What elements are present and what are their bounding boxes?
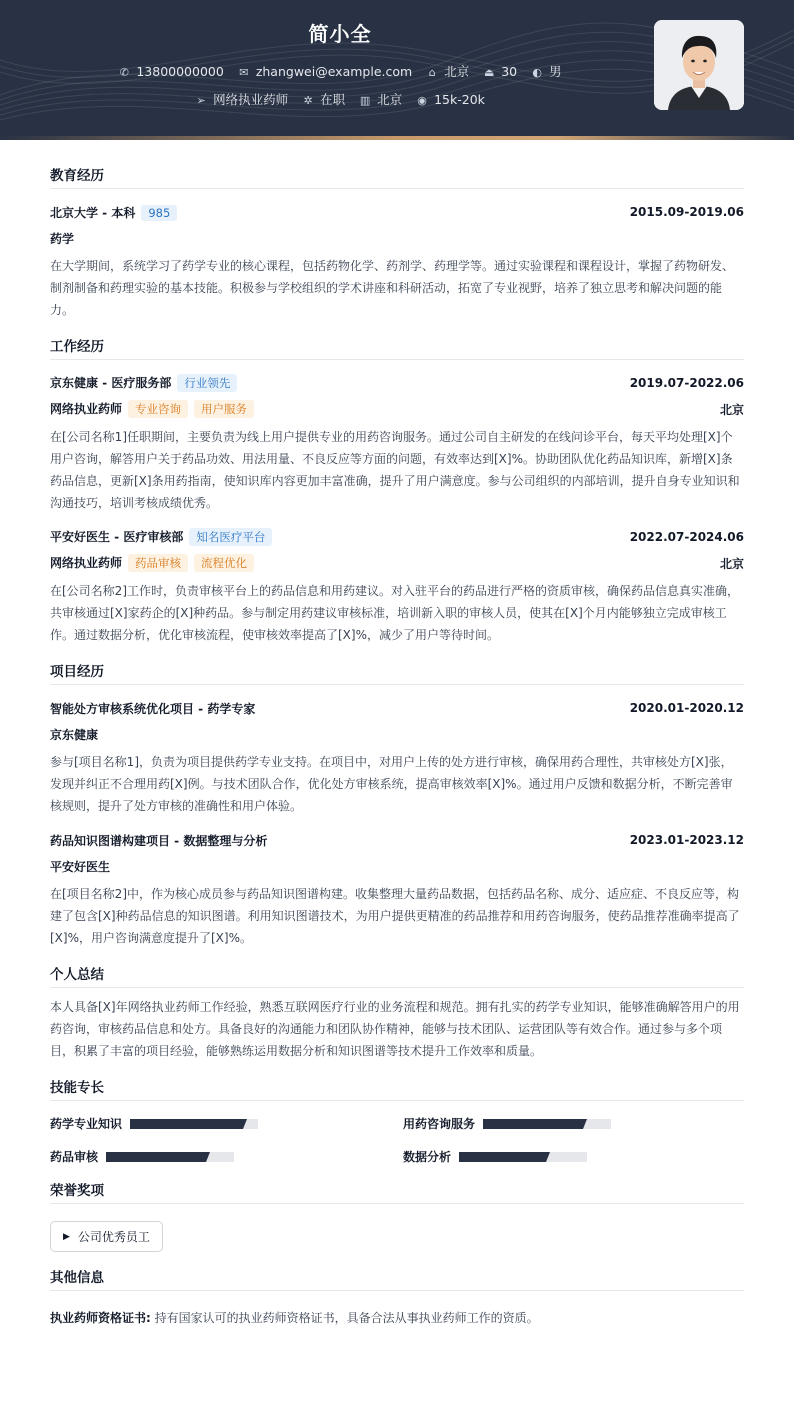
project-name: 药品知识图谱构建项目 - 数据整理与分析 xyxy=(50,833,268,848)
other-info xyxy=(50,1309,744,1326)
project-section xyxy=(50,646,744,949)
info-item xyxy=(416,92,485,107)
skill-bar-track xyxy=(483,1119,611,1129)
gender-icon: ◐ xyxy=(532,66,542,79)
skill-name: 数据分析 xyxy=(403,1150,452,1164)
education-description: 在大学期间，系统学习了药学专业的核心课程，包括药物化学、药剂学、药理学等。通过实验课程和课程设计，掌握了药物研发、制剂制备和药理实验的基本技能。积极参与学校组织的学术讲座和科研活动，拓宽了专业视野，培养了独立思考和解决问题的能力。 xyxy=(50,259,735,317)
project-item xyxy=(50,699,744,817)
contact-info-row xyxy=(0,62,680,80)
awards-section xyxy=(50,1165,744,1252)
section-title: 项目经历 xyxy=(50,646,744,685)
info-text: 网络执业药师 xyxy=(213,92,289,107)
info-item xyxy=(359,90,402,108)
role-tag: 流程优化 xyxy=(194,554,254,572)
section-title: 教育经历 xyxy=(50,150,744,189)
info-text: 30 xyxy=(501,64,518,79)
section-title: 工作经历 xyxy=(50,321,744,360)
info-text: 北京 xyxy=(377,92,403,107)
role-tag: 专业咨询 xyxy=(128,400,188,418)
skills-section xyxy=(50,1062,744,1165)
mail-icon: ✉ xyxy=(239,66,249,79)
info-text: 北京 xyxy=(444,64,470,79)
work-description: 在[公司名称2]工作时，负责审核平台上的药品信息和用药建议。对入驻平台的药品进行严格的资质审核，确保药品信息真实准确，共审核通过[X]家药企的[X]种药品。参与制定用药建议审核标准，培训新入职的审核人员，使其在[X]个月内能够独立完成审核工作。通过数据分析，优化审核流程，使审核效率提高了[X]%，减少了用户等待时间。 xyxy=(50,584,740,642)
work-item xyxy=(50,528,744,646)
work-company-group xyxy=(50,374,237,392)
send-icon: ➢ xyxy=(196,94,206,107)
header-accent-bar xyxy=(0,136,794,140)
role-name: 网络执业药师 xyxy=(50,556,123,570)
info-item xyxy=(195,90,288,108)
info-text: 男 xyxy=(549,64,562,79)
work-location: 北京 xyxy=(719,556,744,571)
skill-bar-fill xyxy=(106,1152,206,1162)
role-group xyxy=(50,400,254,418)
company-tag: 行业领先 xyxy=(177,374,237,392)
resume-header xyxy=(0,0,794,140)
project-org-row xyxy=(50,857,744,875)
major: 药学 xyxy=(50,231,75,246)
salary-icon: ◉ xyxy=(417,94,427,107)
section-title: 其他信息 xyxy=(50,1252,744,1291)
job-info-row xyxy=(0,90,680,108)
work-section xyxy=(50,321,744,646)
info-text: zhangwei@example.com xyxy=(255,64,413,79)
work-role-row xyxy=(50,400,744,418)
summary-description: 本人具备[X]年网络执业药师工作经验，熟悉互联网医疗行业的业务流程和规范。拥有扎实的药学专业知识，能够准确解答用户的用药咨询，审核药品信息和处方。具备良好的沟通能力和团队协作精神，能够与技术团队、运营团队等有效合作。通过参与多个项目，积累了丰富的项目经验，能够熟练运用数据分析和知识图谱等技术提升工作效率和质量。 xyxy=(50,1000,740,1058)
skill-bar-track xyxy=(459,1152,587,1162)
company-tag: 知名医疗平台 xyxy=(189,528,272,546)
info-text: 在职 xyxy=(320,92,346,107)
work-item xyxy=(50,374,744,514)
role-name: 网络执业药师 xyxy=(50,402,123,416)
info-item xyxy=(238,64,412,79)
info-text: 13800000000 xyxy=(136,64,224,79)
project-header-row xyxy=(50,699,744,717)
project-date: 2020.01-2020.12 xyxy=(629,701,744,715)
company-name: 京东健康 - 医疗服务部 xyxy=(50,376,172,390)
certificate-text: 持有国家认可的执业药师资格证书，具备合法从事执业药师工作的资质。 xyxy=(154,1311,539,1325)
summary-section xyxy=(50,949,744,1062)
candidate-name: 简小全 xyxy=(308,22,372,46)
project-description: 在[项目名称2]中，作为核心成员参与药品知识图谱构建。收集整理大量药品数据，包括药品名称、成分、适应症、不良反应等，构建了包含[X]种药品信息的知识图谱。利用知识图谱技术，为用户提供更精准的药品推荐和用药咨询服务，使药品推荐准确率提高了[X]%，用户咨询满意度提升了[X]%。 xyxy=(50,887,740,945)
project-org: 平安好医生 xyxy=(50,859,111,874)
project-item xyxy=(50,831,744,949)
skill-name: 药品审核 xyxy=(50,1150,99,1164)
age-icon: ⏏ xyxy=(484,66,495,79)
skill-bar-track xyxy=(106,1152,234,1162)
resume-body xyxy=(50,150,744,1326)
phone-icon: ✆ xyxy=(119,66,129,79)
project-header-row xyxy=(50,831,744,849)
education-date: 2015.09-2019.06 xyxy=(629,205,744,219)
work-date: 2022.07-2024.06 xyxy=(629,530,744,544)
school-name: 北京大学 - 本科 xyxy=(50,205,136,220)
education-section xyxy=(50,150,744,321)
skill-name: 药学专业知识 xyxy=(50,1117,123,1131)
award-name: 公司优秀员工 xyxy=(77,1230,150,1244)
role-tag: 药品审核 xyxy=(128,554,188,572)
skill-bar-fill xyxy=(459,1152,546,1162)
project-org-row xyxy=(50,725,744,743)
skill-bar-fill xyxy=(483,1119,583,1129)
work-header-row xyxy=(50,374,744,392)
other-section xyxy=(50,1252,744,1326)
avatar xyxy=(654,20,744,110)
skill-name: 用药咨询服务 xyxy=(403,1117,476,1131)
work-role-row xyxy=(50,554,744,572)
skill-item xyxy=(50,1148,403,1165)
info-item xyxy=(531,62,562,80)
project-date: 2023.01-2023.12 xyxy=(629,833,744,847)
project-org: 京东健康 xyxy=(50,727,99,742)
certificate-label: 执业药师资格证书: xyxy=(50,1311,151,1325)
company-name: 平安好医生 - 医疗审核部 xyxy=(50,530,184,544)
role-tag: 用户服务 xyxy=(194,400,254,418)
role-group xyxy=(50,554,254,572)
expand-triangle-icon: ▶ xyxy=(63,1231,70,1242)
status-icon: ✲ xyxy=(303,94,313,107)
info-item xyxy=(483,64,517,79)
skill-bar-track xyxy=(130,1119,258,1129)
info-item xyxy=(118,64,223,79)
info-item xyxy=(302,90,345,108)
skill-item xyxy=(50,1115,403,1132)
info-text: 15k-20k xyxy=(434,92,485,107)
work-date: 2019.07-2022.06 xyxy=(629,376,744,390)
section-title: 荣誉奖项 xyxy=(50,1165,744,1204)
work-description: 在[公司名称1]任职期间，主要负责为线上用户提供专业的用药咨询服务。通过公司自主研发的在线问诊平台，每天平均处理[X]个用户咨询，解答用户关于药品功效、用法用量、不良反应等方面的问题，有效率达到[X]%。协助团队优化药品知识库，新增[X]条药品信息，更新[X]条用药指南，使知识库内容更加丰富准确，提升了用户满意度。参与公司组织的内部培训，提升自身专业知识和沟通技巧，培训考核成绩优秀。 xyxy=(50,430,740,510)
section-title: 技能专长 xyxy=(50,1062,744,1101)
building-icon: ▥ xyxy=(359,94,371,107)
work-company-group xyxy=(50,528,272,546)
work-location: 北京 xyxy=(719,402,744,417)
school-tag: 985 xyxy=(141,205,177,221)
project-name: 智能处方审核系统优化项目 - 药学专家 xyxy=(50,701,256,716)
skill-item xyxy=(403,1115,744,1132)
skill-bar-fill xyxy=(130,1119,243,1129)
home-icon: ⌂ xyxy=(428,66,436,79)
info-item xyxy=(426,62,469,80)
work-header-row xyxy=(50,528,744,546)
award-item-toggle[interactable] xyxy=(50,1221,163,1252)
project-description: 参与[项目名称1]，负责为项目提供药学专业支持。在项目中，对用户上传的处方进行审核，确保用药合理性，共审核处方[X]张，发现并纠正不合理用药[X]例。与技术团队合作，优化处方审核系统，提高审核效率[X]%。通过用户反馈和数据分析，不断完善审核规则，提升了处方审核的准确性和用户体验。 xyxy=(50,755,733,813)
section-title: 个人总结 xyxy=(50,949,744,988)
skill-item xyxy=(403,1148,744,1165)
